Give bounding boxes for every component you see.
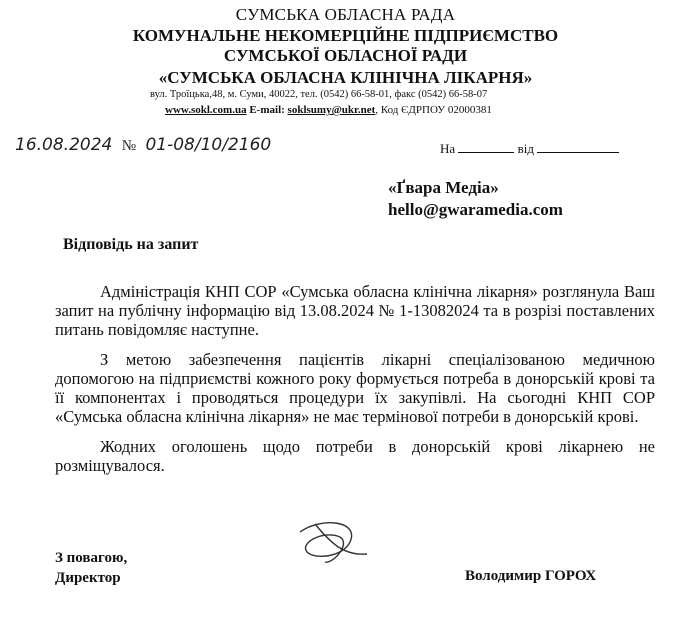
- closing-block: [55, 548, 127, 588]
- recipient-name: «Ґвара Медіа»: [388, 178, 499, 197]
- closing-position: Директор: [55, 570, 121, 586]
- enterprise-line-1: КОМУНАЛЬНЕ НЕКОМЕРЦІЙНЕ ПІДПРИЄМСТВО: [132, 26, 559, 45]
- reply-to-label: На: [440, 141, 456, 156]
- signature-image: [285, 512, 375, 577]
- registration-date: 16.08.2024: [15, 135, 113, 155]
- body-paragraph: Адміністрація КНП СОР «Сумська обласна клінічна лікарня» розглянула Ваш запит на публічну інформацію від 13.08.2024 № 1-13082024 та в розрізі поставлених питань повідомляє наступне.: [55, 282, 655, 339]
- letter-subject: Відповідь на запит: [63, 236, 199, 253]
- reply-reference: [440, 141, 619, 157]
- body-paragraph: Жодних оголошень щодо потреби в донорській крові лікарнею не розміщувалося.: [55, 437, 655, 475]
- reply-number-blank: [458, 141, 514, 153]
- recipient-email: hello@gwaramedia.com: [388, 200, 563, 219]
- address-line: вул. Троїцька,48, м. Суми, 40022, тел. (0542) 66-58-01, факс (0542) 66-58-07: [150, 89, 488, 100]
- email-link[interactable]: soklsumy@ukr.net: [287, 104, 376, 116]
- enterprise-line-2: СУМСЬКОЇ ОБЛАСНОЇ РАДИ: [223, 46, 468, 65]
- reply-date-label: від: [517, 141, 535, 156]
- website-link[interactable]: www.sokl.com.ua: [165, 104, 247, 116]
- body-paragraph: З метою забезпечення пацієнтів лікарні спеціалізованою медичною допомогою на підприємстві кожного року формується потреба в донорській крові та її компонентах і проводяться процедури їх закупівлі. На сьогодні КНП СОР «Сумська обласна клінічна лікарня» не має термінової потреби в донорській крові.: [55, 350, 655, 426]
- registration-number: 01-08/10/2160: [145, 135, 272, 155]
- signer-name: Володимир ГОРОХ: [465, 568, 597, 584]
- hospital-name: «СУМСЬКА ОБЛАСНА КЛІНІЧНА ЛІКАРНЯ»: [158, 68, 533, 87]
- recipient-block: [388, 177, 563, 221]
- edrpou-code: , Код ЄДРПОУ 02000381: [375, 104, 492, 116]
- email-label: E-mail:: [249, 104, 285, 116]
- letter-body: [55, 282, 655, 486]
- reply-date-blank: [537, 141, 619, 153]
- council-name: СУМСЬКА ОБЛАСНА РАДА: [235, 5, 456, 24]
- contacts-line: [165, 104, 492, 116]
- registration-line: [15, 135, 271, 155]
- number-sign: №: [121, 138, 137, 154]
- closing-regards: З повагою,: [55, 550, 128, 566]
